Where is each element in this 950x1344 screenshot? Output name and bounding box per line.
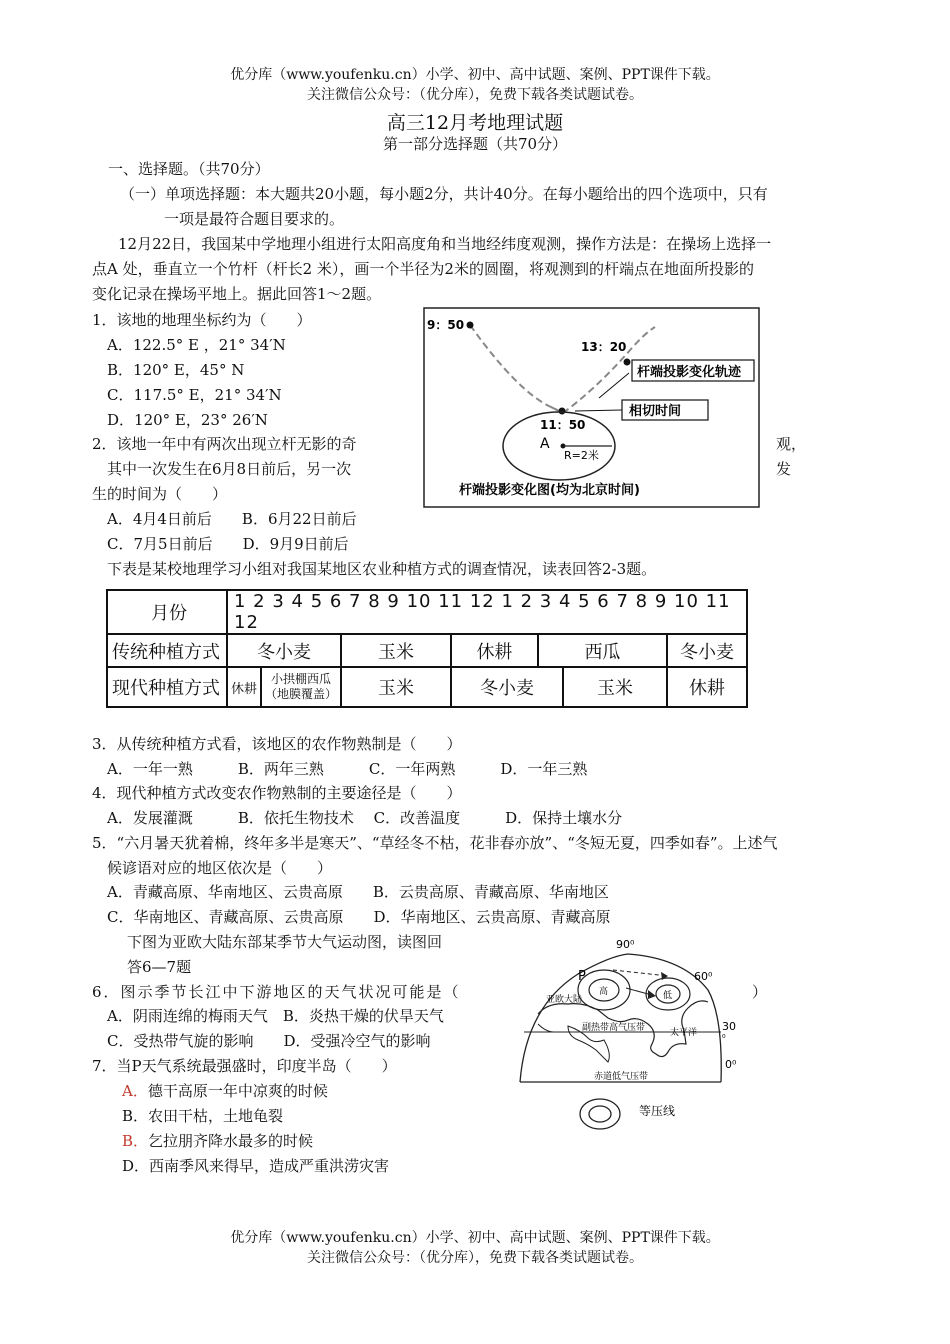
map-intro-line-1: 下图为亚欧大陆东部某季节大气运动图，读图回 <box>127 933 443 951</box>
month-numbers: 1 2 3 4 5 6 7 8 9 10 11 12 1 2 3 4 5 6 7 8 9 10 11 12 <box>227 590 747 634</box>
figure-frame <box>424 308 759 507</box>
q1-option-b: B．120° E，45° N <box>107 361 245 379</box>
q7-option-b: B．农田干枯，土地龟裂 <box>122 1107 284 1125</box>
q2-line-3: 生的时间为（ ） <box>92 485 228 503</box>
greenhouse-line-2: （地膜覆盖） <box>264 687 337 701</box>
q3-options: A．一年一熟 B．两年三熟 C．一年两熟 D．一年三熟 <box>107 760 588 778</box>
traditional-cell: 冬小麦 <box>227 634 341 667</box>
lat60-label: 60⁰ <box>694 970 713 983</box>
tangent-label: 相切时间 <box>629 404 682 419</box>
q5-line-1: 5．“六月暑天犹着棉，终年多半是寒天”、“草经冬不枯，花非春亦放”、“冬短无夏，四季如春”。上述气 <box>92 834 778 852</box>
table-row <box>107 634 747 667</box>
traditional-header: 传统种植方式 <box>107 634 227 667</box>
q7-option-a-text: 德干高原一年中凉爽的时候 <box>147 1082 328 1100</box>
label-1150: 11：50 <box>540 418 586 432</box>
p-label: P <box>578 969 586 984</box>
page-title: 高三12月考地理试题 <box>386 112 564 134</box>
q3-stem: 3．从传统种植方式看，该地区的农作物熟制是（ ） <box>92 735 462 753</box>
header-line-1: 优分库（www.youfenku.cn）小学、初中、高中试题、案例、PPT课件下载。 <box>230 67 720 83</box>
subtitle: 第一部分选择题（共70分） <box>382 135 568 153</box>
q6-options-ab: A．阴雨连绵的梅雨天气 B．炎热干燥的伏旱天气 <box>107 1007 444 1025</box>
traditional-cell: 西瓜 <box>538 634 667 667</box>
q2-options-cd: C．7月5日前后 D．9月9日前后 <box>107 535 349 553</box>
legend-isobar-outer <box>580 1099 620 1129</box>
q5-options-ab: A．青藏高原、华南地区、云贵高原 B．云贵高原、青藏高原、华南地区 <box>107 883 609 901</box>
table-intro: 下表是某校地理学习小组对我国某地区农业种植方式的调查情况，读表回答2-3题。 <box>107 560 657 578</box>
modern-cell: 玉米 <box>341 667 451 707</box>
modern-cell: 休耕 <box>227 667 261 707</box>
point-1320 <box>624 359 631 366</box>
q2-line-1a: 2．该地一年中有两次出现立杆无影的奇 <box>92 435 357 453</box>
point-950 <box>467 322 474 329</box>
instructions-line-2: 一项是最符合题目要求的。 <box>164 210 345 228</box>
intro-line-1: 12月22日，我国某中学地理小组进行太阳高度角和当地经纬度观测，操作方法是：在操场上选择一 <box>118 235 772 253</box>
lat30-label: 30 <box>722 1020 736 1033</box>
crop-table <box>106 589 748 708</box>
footer-line-2: 关注微信公众号：（优分库），免费下载各类试题试卷。 <box>307 1250 643 1266</box>
intro-line-2: 点A 处，垂直立一个竹杆（杆长2 米），画一个半径为2米的圆圈，将观测到的杆端点在地面所投影的 <box>92 260 754 278</box>
q4-options: A．发展灌溉 B．依托生物技术 C．改善温度 D．保持土壤水分 <box>107 809 623 827</box>
lat90-label: 90⁰ <box>616 938 635 951</box>
q7-stem: 7．当P天气系统最强盛时，印度半岛（ ） <box>92 1057 397 1075</box>
q6-options-cd: C．受热带气旋的影响 D．受强冷空气的影响 <box>107 1032 431 1050</box>
q4-stem: 4．现代种植方式改变农作物熟制的主要途径是（ ） <box>92 784 462 802</box>
lat0-label: 0⁰ <box>725 1058 737 1071</box>
q7-option-c-letter: B． <box>122 1132 149 1150</box>
q5-options-cd: C．华南地区、青藏高原、云贵高原 D．华南地区、云贵高原、青藏高原 <box>107 908 611 926</box>
greenhouse-line-1: 小拱棚西瓜 <box>270 672 331 686</box>
q6-stem: 6．图示季节长江中下游地区的天气状况可能是（ <box>92 983 461 1001</box>
atmosphere-map <box>508 932 768 1132</box>
map-intro-line-2: 答6—7题 <box>127 958 192 976</box>
wind-arrowhead <box>648 990 656 999</box>
q7-option-a <box>122 1080 328 1101</box>
label-point-a: A <box>540 436 550 452</box>
modern-cell: 休耕 <box>667 667 747 707</box>
pacific-label: 太平洋 <box>670 1028 698 1038</box>
q7-option-d: D．西南季风来得早，造成严重洪涝灾害 <box>122 1157 390 1175</box>
equatorial-low-label: 赤道低气压带 <box>594 1072 649 1082</box>
q1-option-a: A．122.5° E ，21° 34′N <box>107 336 286 354</box>
q2-options-ab: A．4月4日前后 B．6月22日前后 <box>107 510 357 528</box>
q7-option-c <box>122 1130 313 1151</box>
q6-close: ） <box>752 983 768 1001</box>
high-label: 高 <box>599 987 609 997</box>
q1-option-c: C．117.5° E，21° 34′N <box>107 386 282 404</box>
traditional-cell: 休耕 <box>451 634 538 667</box>
q1-option-d: D．120° E，23° 26′N <box>107 411 268 429</box>
lat30-degree: ⁰ <box>722 1034 726 1044</box>
modern-cell: 玉米 <box>563 667 667 707</box>
label-radius: R=2米 <box>564 449 599 462</box>
traditional-cell: 冬小麦 <box>667 634 747 667</box>
low-label: 低 <box>663 991 673 1001</box>
q5-line-2: 候谚语对应的地区依次是（ ） <box>107 859 333 877</box>
shadow-track-figure <box>423 307 760 508</box>
q2-line-2b: 发 <box>776 460 792 478</box>
figure1-caption: 杆端投影变化图(均为北京时间) <box>459 483 640 498</box>
section-heading: 一、选择题。（共70分） <box>108 160 270 178</box>
q1-stem: 1．该地的地理坐标约为（ ） <box>92 311 312 329</box>
legend-label: 等压线 <box>639 1104 676 1118</box>
table-row <box>107 667 747 707</box>
q7-option-a-letter: A． <box>122 1082 148 1100</box>
label-950: 9：50 <box>427 318 465 332</box>
q7-option-c-text: 乞拉朋齐降水最多的时候 <box>148 1132 314 1150</box>
label-1320: 13：20 <box>581 340 627 354</box>
modern-header: 现代种植方式 <box>107 667 227 707</box>
modern-cell <box>261 667 341 707</box>
traditional-cell: 玉米 <box>341 634 451 667</box>
q2-line-2a: 其中一次发生在6月8日前后，另一次 <box>107 460 352 478</box>
globe-outline <box>520 954 721 1082</box>
footer-line-1: 优分库（www.youfenku.cn）小学、初中、高中试题、案例、PPT课件下载。 <box>230 1230 720 1246</box>
continent-label: 亚欧大陆 <box>546 995 583 1005</box>
legend-isobar-inner <box>589 1106 611 1122</box>
subtropical-high-label: 副热带高气压带 <box>582 1023 646 1033</box>
table-row <box>107 590 747 634</box>
q2-line-1b: 观， <box>776 435 807 453</box>
intro-line-3: 变化记录在操场平地上。据此回答1～2题。 <box>92 285 382 303</box>
point-1150 <box>559 408 566 415</box>
track-label: 杆端投影变化轨迹 <box>637 365 742 380</box>
instructions-line-1: （一）单项选择题：本大题共20小题，每小题2分，共计40分。在每小题给出的四个选项中，只有 <box>120 185 768 203</box>
month-header: 月份 <box>107 590 227 634</box>
header-line-2: 关注微信公众号：（优分库），免费下载各类试题试卷。 <box>307 87 643 103</box>
modern-cell: 冬小麦 <box>451 667 563 707</box>
